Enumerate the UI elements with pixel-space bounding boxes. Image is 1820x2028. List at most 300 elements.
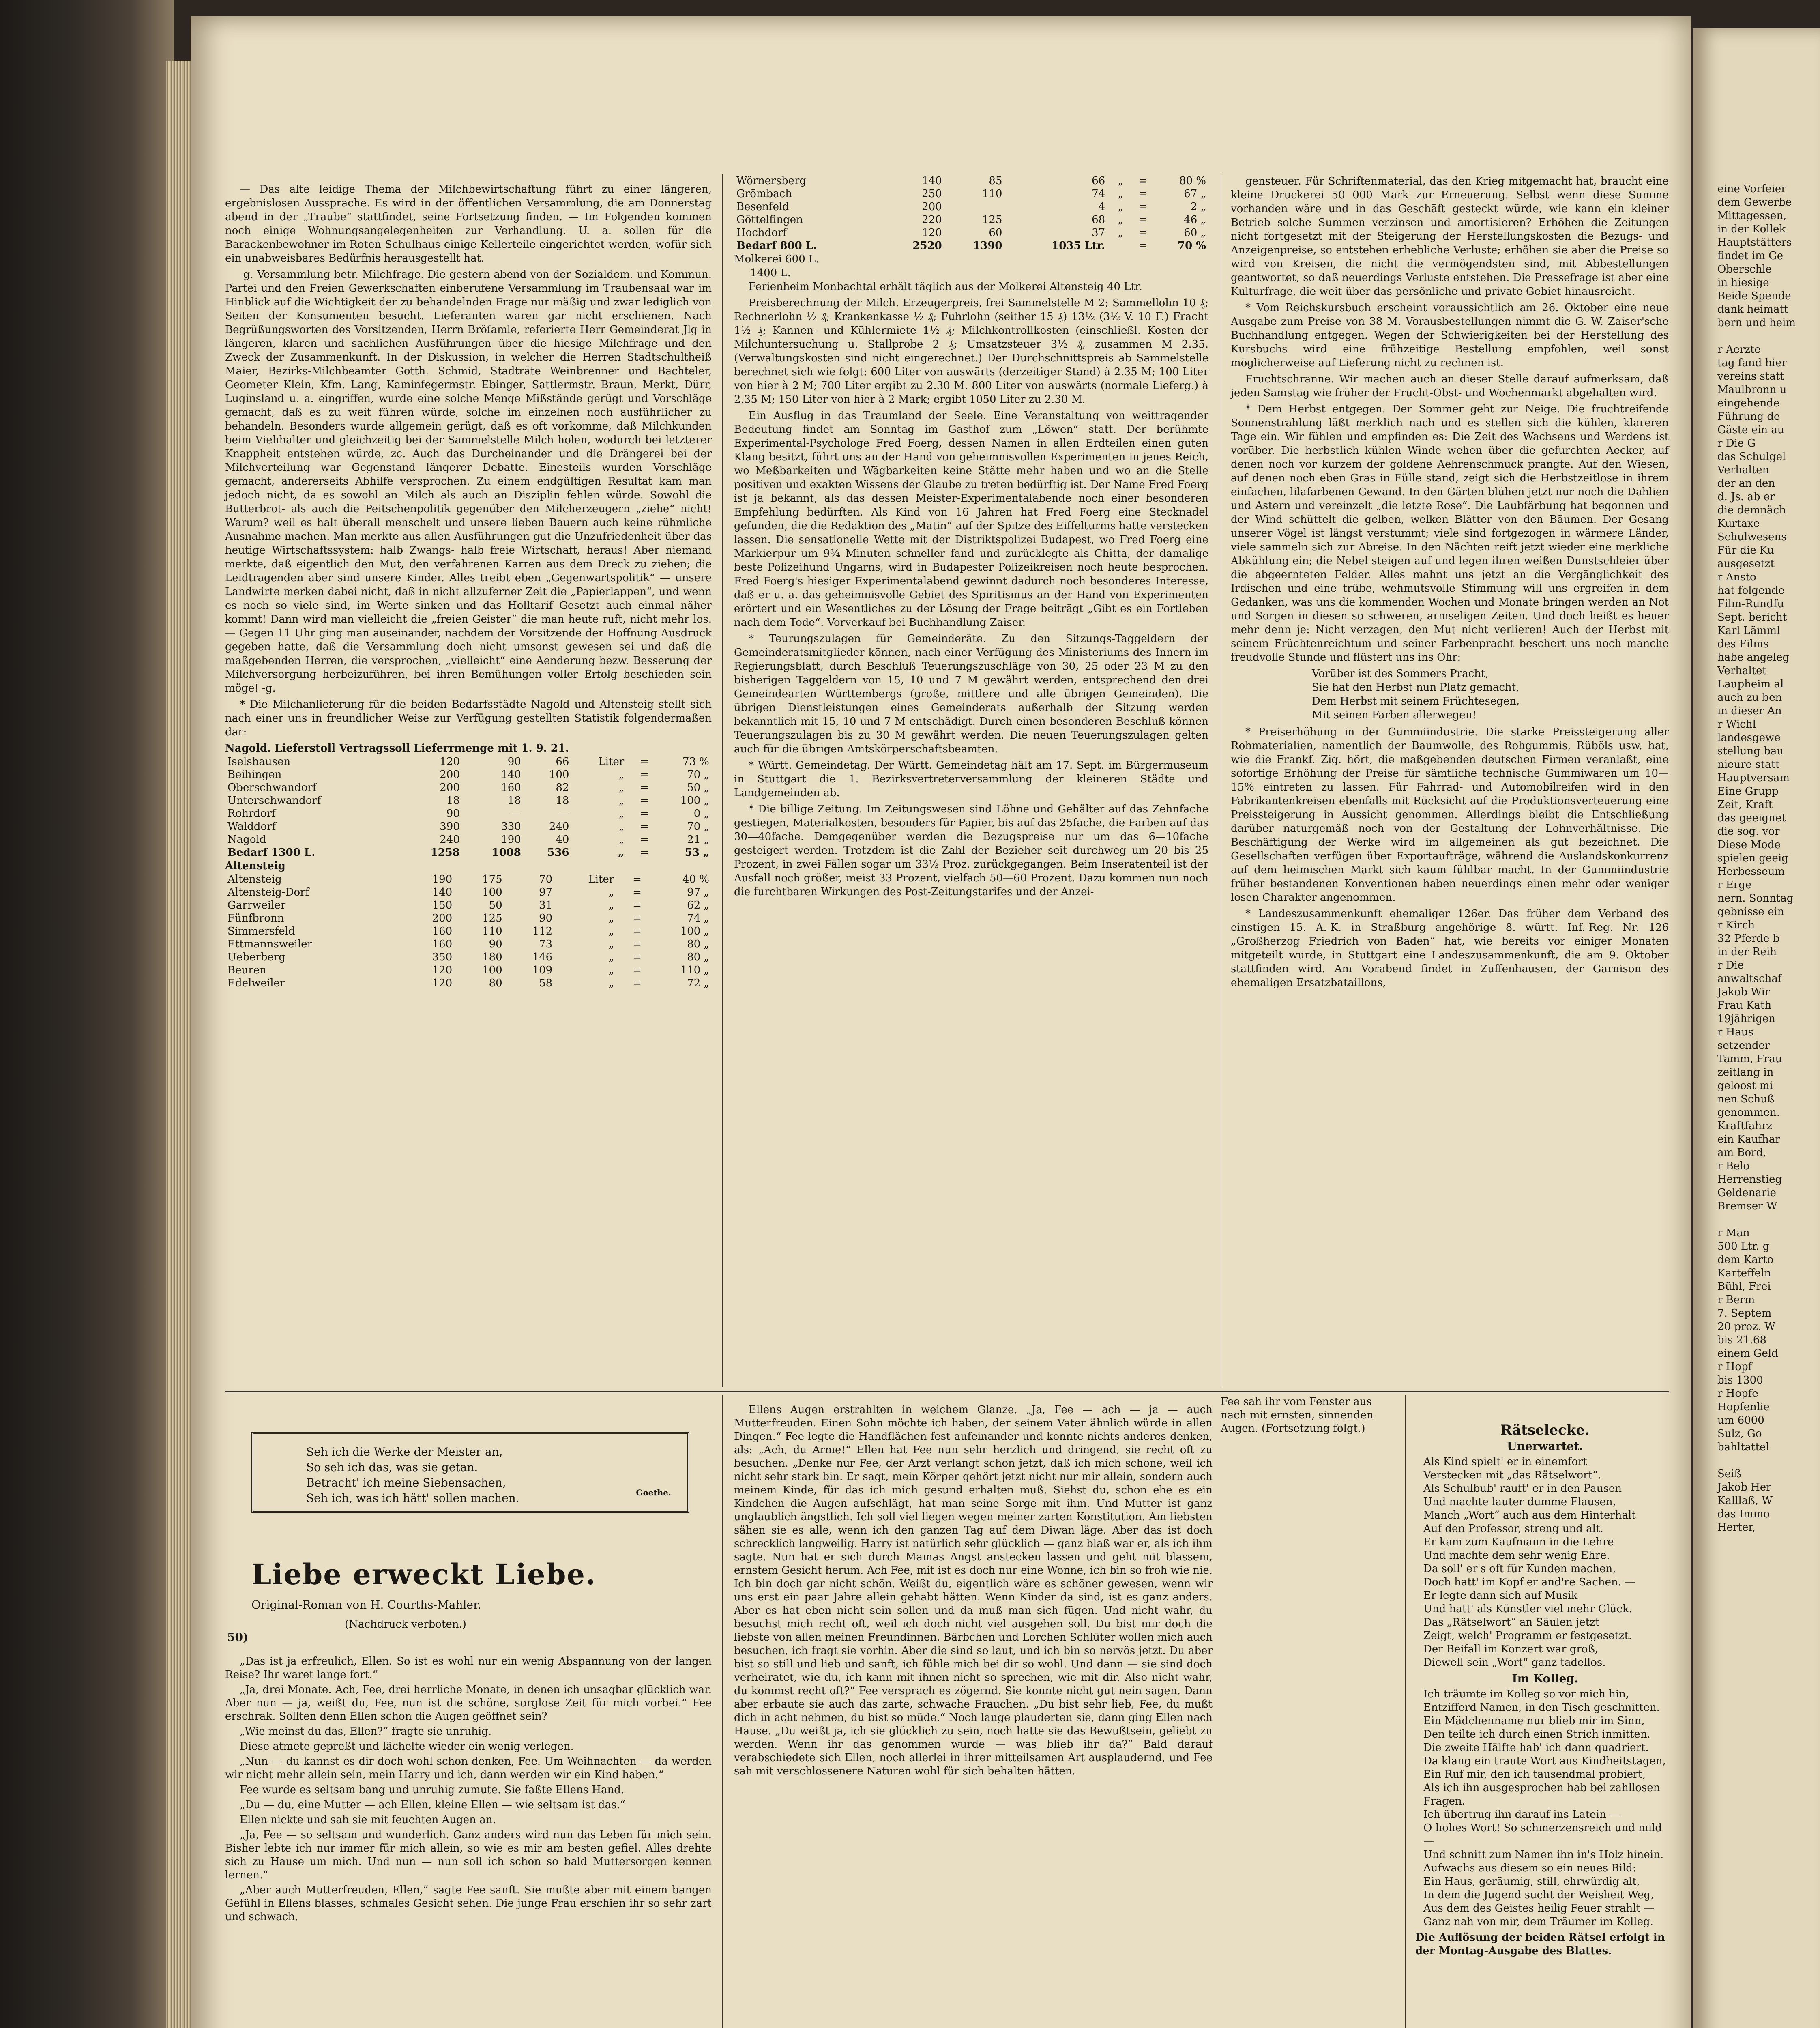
text-line: findet im Ge <box>1717 250 1784 262</box>
text-line: Führung de <box>1717 410 1780 423</box>
table-cell: 112 <box>532 925 553 937</box>
text-line: Hauptversam <box>1717 772 1790 784</box>
column-2 <box>734 174 1208 901</box>
text-line: Das „Rätselwort“ an Säulen jetzt <box>1423 1616 1600 1628</box>
table-cell: Hochdorf <box>736 227 787 239</box>
text-line: Als Schulbub' rauft' er in den Pausen <box>1423 1482 1622 1495</box>
table-cell: = <box>1138 214 1148 226</box>
table-cell: 4 <box>1098 201 1105 213</box>
table-cell: 85 <box>989 175 1002 187</box>
table-row <box>225 807 712 820</box>
novel-para: „Ja, Fee — so seltsam und wunderlich. Ganz anders wird nun das Leben für mich sein. Bisher lebte ich nur immer für mich allein, so wie es mir am besten gefiel. Alles drehte sich zu Hause um mich. Und nun — nun soll ich schon so bald Muttersorgen kennen lernen.“ <box>225 1829 712 1881</box>
text-line <box>1717 1213 1819 1227</box>
table-row <box>225 899 712 912</box>
table-cell: Simmersfeld <box>228 925 295 937</box>
text-line: Oberschle <box>1717 263 1772 275</box>
table-cell: 73 <box>539 938 553 950</box>
table-row <box>225 781 712 794</box>
table-cell: = <box>633 899 642 911</box>
novel-para: „Ja, drei Monate. Ach, Fee, drei herrliche Monate, in denen ich unsagbar glücklich war. Aber nun — ja, weißt du, Fee, nun ist die schöne, sorglose Zeit für mich vorbei.“ Fee erschrak. Sollten denn Ellen schon die Augen geöffnet sein? <box>225 1684 712 1723</box>
text-line: habe angeleg <box>1717 651 1790 664</box>
table-cell: „ <box>618 821 625 833</box>
table-row <box>225 912 712 925</box>
novel-end: Fee sah ihr vom Fenster aus nach mit ernsten, sinnenden Augen. (Fortsetzung folgt.) <box>1221 1396 1374 1435</box>
table-cell: 536 <box>547 846 569 859</box>
table-cell: = <box>640 808 649 820</box>
text-line: dem Gewerbe <box>1717 196 1792 208</box>
text-line: dem Karto <box>1717 1254 1774 1266</box>
text-line: das Immo <box>1717 1508 1770 1520</box>
table-cell <box>1107 239 1126 252</box>
text-line: 32 Pferde b <box>1717 932 1780 945</box>
col1-para-2: -g. Versammlung betr. Milchfrage. Die gestern abend von der Sozialdem. und Kommun. Partei und den Freien Gewerkschaften einberufene Versammlung im Traubensaal war im Hinblick auf die Wichtigkeit der zu behandelnden Frage nur mäßig und zwar lediglich von Seiten der Konsumenten besucht. Lieferanten waren gar nicht erschienen. Nach Begrüßungsworten des Vorsitzenden, Herrn Bröſamle, referierte Herr Gemeinderat Jlg in längeren, klaren und sachlichen Ausführungen über die hiesige Milchfrage und den Zweck der Zusammenkunft. In der Diskussion, in welcher die Herren Stadtschultheiß Maier, Bezirks-Milchbeamter Gotth. Schmid, Stadträte Weinbrenner und Bachteler, Geometer Klein, Kfm. Lang, Kaminfegermstr. Ebinger, Sattlermstr. Braun, Merkt, Dürr, Luginsland u. a. eingriffen, wurde eine solche Menge Mißstände gerügt und Vorschläge gemacht, daß es zu weit führen würde, solche im einzelnen noch ausführlicher zu behandeln. Besonders wurde allgemein gerügt, daß es oft vorkomme, daß Milchkunden beim Viehhalter und gleichzeitig bei der Sammelstelle Milch holen, wodurch bei letzterer Knappheit entstehen würde, zc. Auch das Durcheinander und die Drängerei bei der Milchverteilung war Gegenstand längerer Debatte. Einesteils wurden Vorschläge gemacht, andererseits Abhilfe versprochen. Zu einem endgültigen Resultat kam man jedoch nicht, da es sowohl an Milch als auch an Disziplin fehlen würde. Sowohl die Butterbrot- als auch die Peitschenpolitik gegenüber den Milcherzeugern „ziehe“ nicht! Warum? weil es halt überall menschelt und unsere lieben Bauern auch keine rühmliche Ausnahme machen. Man merkte aus allen Ausführungen gut die Unzufriedenheit über das heutige Wirtschaftssystem: halb Zwangs- halb freie Wirtschaft, heraus! Aber niemand merkte, daß eigentlich den Mut, den verfahrenen Karren aus dem Dreck zu ziehen; die Leidtragenden aber sind unsere Kinder. Alles treibt eben „Gegenwartspolitik“ — unsere Landwirte merken dabei nicht, daß in nicht allzuferner Zeit die „Papierlappen“, und wenn es noch so viele sind, im Werte sinken und das Holltarif Gesetzt auch einmal näher kommt! Dann wird man vielleicht die „freien Geister“ die man heute ruft, nicht mehr los. — Gegen 11 Uhr ging man auseinander, nachdem der Vorsitzende der Hoffnung Ausdruck gegeben hatte, daß die Versammlung doch nicht umsonst gewesen sei und daß die maßgebenden Herren, die versprochen, „vielleicht“ eine Aenderung bezw. Besserung der Milchversorgung herbeizuführen, bei ihren Bemühungen voller Erfolg beschieden sein möge! -g. <box>225 269 712 694</box>
table-cell: 160 <box>501 782 521 794</box>
col2-para-3: Ein Ausflug in das Traumland der Seele. Eine Veranstaltung von weittragender Bedeutung findet am Sonntag im Gasthof zum „Löwen“ statt. Der berühmte Experimental-Psychologe Fred Foerg, dessen Namen in allen Erdteilen einen guten Klang besitzt, führt uns an der Hand von geheimnisvollen Experimenten in jenes Reich, wo Meßbarkeiten und Wägbarkeiten keine Stätte mehr haben und wo an die Stelle positiven und exakten Wissens der Glaube zu treten bedürftig ist. Der Name Fred Foerg ist ja bekannt, als das dessen Meister-Experimentalabende noch einer besonderen Empfehlung bedürften. Als Kind von 16 Jahren hat Fred Foerg eine Stecknadel gefunden, die die Redaktion des „Matin“ auf der Spitze des Eiffelturms hatte verstecken lassen. Die sensationelle Wette mit der Distriktspolizei Budapest, wo Fred Foerg eine Markierpur um 9¾ Minuten schneller fand und zurücklegte als Chitta, der damalige beste Polizeihund Ungarns, wird in Budapester Polizeikreisen noch heute besprochen. Fred Foerg's hiesiger Experimentalabend gewinnt dadurch noch besonderes Interesse, daß er u. a. das geheimnisvolle Gebiet des Spiritismus an der Hand von Experimenten erörtert und ein Wesentliches zu der Lösung der Frage beiträgt „Gibt es ein Fortleben nach dem Tode“. Vorverkauf bei Buchhandlung Zaiser. <box>734 410 1208 629</box>
table-cell: 60 „ <box>1184 227 1206 239</box>
text-line: hat folgende <box>1717 584 1785 597</box>
table-cell: Bedarf 1300 L. <box>228 846 315 859</box>
text-line: r Man <box>1717 1227 1750 1239</box>
text-line: in hiesige <box>1717 277 1769 289</box>
table-cell: Nagold <box>228 834 266 846</box>
table-row <box>225 938 712 951</box>
table-cell: 53 „ <box>685 846 709 859</box>
text-line: ausgesetzt <box>1717 558 1775 570</box>
table-cell: „ <box>618 795 625 807</box>
text-line: Der Beifall im Konzert war groß, <box>1423 1643 1599 1655</box>
table-cell: 109 <box>532 964 553 976</box>
herbst-verse <box>1231 667 1669 722</box>
table-cell: = <box>633 977 642 989</box>
table-cell: 70 „ <box>687 821 709 833</box>
table-row <box>225 820 712 833</box>
text-line: der an den <box>1717 477 1775 490</box>
table-cell: 60 <box>989 227 1002 239</box>
table-row <box>734 200 1208 213</box>
text-line: Ein Ruf mir, den ich tausendmal probiert, <box>1423 1768 1646 1781</box>
text-line: Aus dem des Geistes heilig Feuer strahlt — <box>1423 1902 1655 1914</box>
table-cell: Beuren <box>228 964 266 976</box>
text-line: die demnäch <box>1717 504 1786 516</box>
table-cell: 74 „ <box>687 912 709 924</box>
table-cell: 31 <box>539 899 553 911</box>
riddle-footer: Die Auflösung der beiden Rätsel erfolgt in der Montag-Ausgabe des Blattes. <box>1415 1931 1665 1957</box>
text-line: vereins statt <box>1717 370 1784 382</box>
table-cell: 1390 <box>973 240 1002 252</box>
text-line: Herter, <box>1717 1521 1756 1534</box>
text-line: 20 proz. W <box>1717 1321 1776 1333</box>
table-cell: 2 „ <box>1190 201 1206 213</box>
col1-para-3: * Die Milchanlieferung für die beiden Bedarfsstädte Nagold und Altensteig stellt sich nach einer uns in freundlicher Weise zur Verfügung gestellten Statistik folgendermaßen dar: <box>225 698 712 738</box>
text-line: Und machte lauter dumme Flausen, <box>1423 1496 1616 1508</box>
text-line: bis 1300 <box>1717 1374 1763 1386</box>
table-cell: 40 <box>556 834 569 846</box>
text-line: landesgewe <box>1717 732 1781 744</box>
text-line: Manch „Wort“ auch aus dem Hinterhalt <box>1423 1509 1636 1521</box>
text-line: Hopfenlie <box>1717 1401 1770 1413</box>
text-line: Ein Mädchenname nur blieb mir im Sinn, <box>1423 1715 1645 1727</box>
table-cell: 200 <box>922 201 942 213</box>
table-cell: 82 <box>556 782 569 794</box>
text-line: Seiß <box>1717 1468 1741 1480</box>
riddle-verse-1 <box>1415 1455 1675 1669</box>
table-cell: 100 <box>482 964 502 976</box>
text-line: r Die G <box>1717 437 1756 449</box>
novel-title: Liebe erweckt Liebe. <box>251 1558 597 1591</box>
table-cell: = <box>633 925 642 937</box>
table-cell: 110 <box>482 925 502 937</box>
table-cell: „ <box>618 782 625 794</box>
table-cell: 90 <box>507 756 521 768</box>
column-rule-3 <box>722 1395 723 2028</box>
table-cell: = <box>640 821 649 833</box>
novel-para: „Wie meinst du das, Ellen?“ fragte sie unruhig. <box>240 1725 492 1738</box>
section-divider <box>225 1391 1669 1392</box>
col3-para-2: * Vom Reichskursbuch erscheint voraussichtlich am 26. Oktober eine neue Ausgabe zum Preise von 38 M. Vorausbestellungen nimmt die G. W. Zaiser'sche Buchhandlung entgegen. Wegen der Schwierigkeiten bei der Herstellung des Kursbuchs wird eine frühzeitige Bestellung empfohlen, weil sonst möglicherweise auf Lieferung nicht zu rechnen ist. <box>1231 302 1669 369</box>
table-cell: 66 <box>1092 175 1105 187</box>
novel-subtitle: Original-Roman von H. Courths-Mahler. <box>251 1598 481 1611</box>
table-cell: 240 <box>549 821 569 833</box>
table-cell: Walddorf <box>228 821 276 833</box>
col2-para-1: Ferienheim Monbachtal erhält täglich aus der Molkerei Altensteig 40 Ltr. <box>749 281 1142 293</box>
table-cell: 100 <box>549 769 569 781</box>
table-row <box>734 226 1208 239</box>
table-cell: 120 <box>922 227 942 239</box>
table-cell: 120 <box>440 756 460 768</box>
text-line: Kurtaxe <box>1717 518 1760 530</box>
text-line: Tamm, Frau <box>1717 1053 1782 1065</box>
text-line: nieure statt <box>1717 758 1780 771</box>
table-cell: 58 <box>539 977 553 989</box>
text-line: Geldenarie <box>1717 1187 1776 1199</box>
table-cell <box>944 200 1005 213</box>
table-cell: 200 <box>440 769 460 781</box>
table-cell: „ <box>618 808 625 820</box>
table-cell: 0 „ <box>693 808 709 820</box>
table-cell: 97 <box>539 886 553 898</box>
table-cell: Fünfbronn <box>228 912 284 924</box>
table-cell: 120 <box>432 964 453 976</box>
text-line: Für die Ku <box>1717 544 1774 556</box>
table-row <box>734 239 1208 252</box>
table-cell: 62 „ <box>687 899 709 911</box>
table-cell: 90 <box>539 912 553 924</box>
text-line: Und machte dem sehr wenig Ehre. <box>1423 1549 1610 1562</box>
text-line: Als ich ihn ausgesprochen hab bei zahllosen Fragen. <box>1423 1782 1660 1807</box>
table-cell: Göttelfingen <box>736 214 803 226</box>
table-cell: 190 <box>432 873 453 885</box>
table-cell: 350 <box>432 951 453 963</box>
text-line: Er kam zum Kaufmann in die Lehre <box>1423 1536 1614 1548</box>
text-line: einem Geld <box>1717 1347 1778 1360</box>
text-line: um 6000 <box>1717 1414 1764 1426</box>
text-line: Verhalten <box>1717 464 1769 476</box>
novel-para: „Nun — du kannst es dir doch wohl schon denken, Fee. Um Weihnachten — da werden wir nicht mehr allein sein, mein Harry und ich, dann werden wir ein Kind haben.“ <box>225 1755 712 1781</box>
text-line: Jakob Her <box>1717 1481 1771 1493</box>
text-line: r Ansto <box>1717 571 1756 583</box>
table-cell: Rohrdorf <box>228 808 276 820</box>
table-cell: 190 <box>501 834 521 846</box>
text-line: Frau Kath <box>1717 999 1772 1012</box>
table-cell: 125 <box>982 214 1002 226</box>
table-cell: 140 <box>501 769 521 781</box>
goethe-poem-box <box>251 1432 689 1513</box>
table-cell: 18 <box>556 795 569 807</box>
table-row <box>225 794 712 807</box>
text-line: Mittagessen, <box>1717 210 1787 222</box>
riddle-corner <box>1415 1420 1675 1958</box>
table-cell: 18 <box>446 795 460 807</box>
table-cell: „ <box>1118 201 1124 213</box>
table-cell: 90 <box>446 808 460 820</box>
table-cell: „ <box>608 977 614 989</box>
column-1 <box>225 183 712 990</box>
text-line: Verhaltet <box>1717 665 1767 677</box>
table-cell: „ <box>608 938 614 950</box>
text-line: Entzifferd Namen, in den Tisch geschnitten. <box>1423 1701 1660 1714</box>
text-line: in der Reih <box>1717 946 1777 958</box>
text-line: Sept. bericht <box>1717 611 1787 623</box>
text-line: eingehende <box>1717 397 1780 409</box>
table-cell: = <box>640 782 649 794</box>
col2-para-4: * Teurungszulagen für Gemeinderäte. Zu den Sitzungs-Taggeldern der Gemeinderatsmitglieder können, nach einer Verfügung des Ministeriums des Innern im Regierungsblatt, durch Beschluß Teuerungszuschläge von 30, 25 oder 23 M zu den bisherigen Taggeldern von 15, 10 und 7 M gewährt werden, entsprechend den drei Gemeindearten Württembergs (große, mittlere und alle übrigen Gemeinden). Die übrigen Dienstleistungen eines Gemeinderats außerhalb der Sitzung werden bekanntlich mit 15, 10 und 7 M entschädigt. Durch einen besonderen Beschluß können Teuerungszulagen bis zu 30 M gewährt werden. Die neuen Teuerungszulagen gelten auch für die übrigen Amtskörperschaftsbeamten. <box>734 633 1208 755</box>
table-cell: „ <box>608 951 614 963</box>
table-cell: = <box>640 795 649 807</box>
table-cell: Garrweiler <box>228 899 286 911</box>
verse-line: Mit seinen Farben allerwegen! <box>1312 709 1477 721</box>
table-row <box>734 213 1208 226</box>
text-line: 500 Ltr. g <box>1717 1240 1770 1252</box>
riddle-subtitle-1: Unerwartet. <box>1507 1439 1583 1453</box>
text-line: Aufwachs aus diesem so ein neues Bild: <box>1423 1862 1636 1874</box>
table-cell: 1258 <box>430 846 460 859</box>
table-cell: 80 <box>489 977 502 989</box>
table-cell: „ <box>1118 227 1124 239</box>
text-line <box>1717 1454 1819 1467</box>
text-line: die sog. vor <box>1717 825 1780 838</box>
poem-author: Goethe. <box>636 1488 671 1497</box>
text-line: das geeignet <box>1717 812 1786 824</box>
altensteig-table <box>225 873 712 990</box>
text-line: bern und heim <box>1717 317 1796 329</box>
text-line: setzender <box>1717 1040 1770 1052</box>
text-line: Zeigt, welch' Programm er festgesetzt. <box>1423 1630 1632 1642</box>
novel-para: Diese atmete gepreßt und lächelte wieder ein wenig verlegen. <box>240 1740 574 1753</box>
col2-para-2: Preisberechnung der Milch. Erzeugerpreis, frei Sammelstelle M 2; Sammellohn 10 ₰; Rechnerlohn ½ ₰; Krankenkasse ½ ₰; Fuhrlohn (seither 15 ₰) 13½ (3½ V. 10 F.) Fracht 1½ ₰; Kannen- und Kühlermiete 1½ ₰; Milchkontrollkosten (einschließl. Kosten der Milchuntersuchung u. Stallprobe 2 ₰; Umsatzsteuer 3½ ₰, zusammen M 2.35. (Verwaltungskosten sind nicht eingerechnet.) Der Durchschnittspreis ab Sammelstelle berechnet sich wie folgt: 600 Liter von auswärts (derzeitiger Stand) à 2.35 M; 100 Liter von hier à 2 M; 700 Liter ergibt zu 2.30 M. 800 Liter von auswärts (normale Lieferg.) à 2.35 M; 150 Liter von hier à 2 Mark; ergibt 1050 Liter zu 2.30 M. <box>734 297 1208 406</box>
text-line: auch zu ben <box>1717 692 1782 704</box>
column-3 <box>1231 174 1669 992</box>
text-line: Er legte dann sich auf Musik <box>1423 1590 1578 1602</box>
novel-para: Fee wurde es seltsam bang und unruhig zumute. Sie faßte Ellens Hand. <box>240 1784 625 1796</box>
table-cell: 68 <box>1092 214 1105 226</box>
riddle-subtitle-2: Im Kolleg. <box>1512 1672 1578 1685</box>
table-cell: = <box>1138 188 1148 200</box>
table-cell: 120 <box>432 977 453 989</box>
col3-para-4: * Dem Herbst entgegen. Der Sommer geht zur Neige. Die fruchtreifende Sonnenstrahlung läßt merklich nach und es stellen sich die kühlen, klareren Tage ein. Wir fühlen und empfinden es: Die Zeit des Wachsens und Werdens ist vorüber. Die herbstlich kühlen Winde wehen über die gefurchten Aecker, auf denen noch vor kurzem der goldene Aehrenschmuck prangte. Auf den Wiesen, auf denen noch eben Gras in Fülle stand, zeigt sich die Herbstzeitlose in ihrem einfachen, lilafarbenen Gewand. In den Gärten blühen jetzt nur noch die Dahlien und Astern und vereinzelt „die letzte Rose“. Die Laubfärbung hat begonnen und der Wind schüttelt die gelben, welken Blätter von den Bäumen. Der Gesang unserer Vögel ist längst verstummt; viele sind fortgezogen in wärmere Länder, viele sammeln sich zur Abreise. In den Nächten reift jetzt wieder eine merkliche Abkühlung ein; die Nebel steigen auf und legen ihren weißen Dunstschleier über die abgeernteten Felder. Alles mahnt uns jetzt an die Vergänglichkeit des Irdischen und eine trübe, wehmutsvolle Stimmung will uns ergreifen in dem Gedanken, was uns die kommenden Wochen und Monate bringen werden an Not und Sorgen in diesen so schweren, armseligen Zeiten. Und doch heißt es heuer mehr denn je: Nicht verzagen, den Mut nicht verlieren! Auch der Herbst mit seinem Früchtenreichtum und seiner Farbenpracht beschert uns noch manche freudvolle Stunde und flüstert uns ins Ohr: <box>1231 403 1669 664</box>
table-cell: 66 <box>556 756 569 768</box>
text-line: Karl Lämml <box>1717 625 1780 637</box>
table-cell: 70 <box>539 873 553 885</box>
table-cell: = <box>633 938 642 950</box>
text-line: dank heimatt <box>1717 303 1788 316</box>
text-line: r Haus <box>1717 1026 1753 1038</box>
text-line: Da soll' er's oft für Kunden machen, <box>1423 1563 1616 1575</box>
text-line: Bühl, Frei <box>1717 1280 1771 1293</box>
novel-para: Ellen nickte und sah sie mit feuchten Augen an. <box>240 1814 496 1826</box>
table-cell: Beihingen <box>228 769 282 781</box>
table-cell: Edelweiler <box>228 977 285 989</box>
next-page-strip <box>1693 28 1820 2028</box>
text-line: Ganz nah von mir, dem Träumer im Kolleg. <box>1423 1916 1653 1928</box>
table-cell: 220 <box>922 214 942 226</box>
table-cell: „ <box>1118 188 1124 200</box>
table-cell: = <box>633 964 642 976</box>
poem-line: Seh ich, was ich hätt' sollen machen. <box>306 1491 519 1505</box>
text-line: Und hatt' als Künstler viel mehr Glück. <box>1423 1603 1632 1615</box>
table-cell: 72 „ <box>687 977 709 989</box>
text-line: Kraftfahrz <box>1717 1120 1773 1132</box>
table-cell: Unterschwandorf <box>228 795 321 807</box>
table-cell: 100 „ <box>680 925 709 937</box>
table-row <box>225 755 712 768</box>
table-cell: 146 <box>532 951 553 963</box>
table-cell: 140 <box>922 175 942 187</box>
table-row <box>225 886 712 899</box>
text-line: Die zweite Hälfte hab' ich dann quadriert. <box>1423 1742 1649 1754</box>
text-line: nern. Sonntag <box>1717 892 1794 904</box>
table-cell: 150 <box>432 899 453 911</box>
text-line: Und schnitt zum Namen ihn in's Holz hinein. <box>1423 1849 1664 1861</box>
text-line: Jakob Wir <box>1717 986 1770 998</box>
table-cell: 74 <box>1092 188 1105 200</box>
text-line: r Hopf <box>1717 1361 1752 1373</box>
text-line: r Berm <box>1717 1294 1755 1306</box>
molkerei-line: Molkerei 600 L. <box>734 253 819 265</box>
table-cell: 21 „ <box>687 834 709 846</box>
novel-note: (Nachdruck verboten.) <box>345 1618 466 1631</box>
text-line: Kalllaß, W <box>1717 1495 1773 1507</box>
table-cell: „ <box>608 899 614 911</box>
verse-line: Sie hat den Herbst nun Platz gemacht, <box>1312 681 1520 694</box>
table-cell: 50 „ <box>687 782 709 794</box>
table-cell: „ <box>608 925 614 937</box>
text-line: d. Js. ab er <box>1717 491 1775 503</box>
table-cell: = <box>1138 201 1148 213</box>
table-cell: 2520 <box>912 240 942 252</box>
table-cell: 125 <box>482 912 502 924</box>
text-line: In dem die Jugend sucht der Weisheit Weg, <box>1423 1889 1654 1901</box>
text-line: r Hopfe <box>1717 1388 1758 1400</box>
next-page-text <box>1717 183 1819 1534</box>
text-line <box>1717 330 1819 343</box>
text-line: Auf den Professor, streng und alt. <box>1423 1523 1603 1535</box>
table-cell: 180 <box>482 951 502 963</box>
text-line: r Wichl <box>1717 718 1756 730</box>
text-line: r Aerzte <box>1717 344 1761 356</box>
column-rule-4 <box>1405 1395 1406 2028</box>
table-cell: „ <box>1118 214 1124 226</box>
novel-para: „Das ist ja erfreulich, Ellen. So ist es wohl nur ein wenig Abspannung von der langen Reise? Ihr waret lange fort.“ <box>225 1655 712 1681</box>
table-cell: Liter <box>598 756 625 768</box>
text-line: Ich übertrug ihn darauf ins Latein — <box>1423 1809 1620 1821</box>
table-cell: 70 „ <box>687 769 709 781</box>
text-line: Da klang ein traute Wort aus Kindheitstagen, <box>1423 1755 1666 1767</box>
text-line: Beide Spende <box>1717 290 1791 302</box>
book-spine <box>0 0 174 2028</box>
table-cell: 90 <box>489 938 502 950</box>
table-cell: 50 <box>489 899 502 911</box>
table-cell: — <box>558 808 569 820</box>
riddle-title: Rätselecke. <box>1500 1422 1590 1438</box>
table-cell: = <box>633 886 642 898</box>
table-cell: 200 <box>440 782 460 794</box>
text-line: genommen. <box>1717 1106 1780 1119</box>
text-line: 19jährigen <box>1717 1013 1775 1025</box>
table-row <box>225 977 712 990</box>
poem-line: Betracht' ich meine Siebensachen, <box>306 1476 506 1489</box>
table-cell: 160 <box>432 938 453 950</box>
column-rule-1 <box>722 174 723 1387</box>
table-row <box>734 187 1208 200</box>
table-cell: 240 <box>440 834 460 846</box>
table-cell: = <box>1138 240 1148 252</box>
table-cell: 100 <box>482 886 502 898</box>
text-line: Hauptstätters <box>1717 236 1792 249</box>
text-line: Schulwesens <box>1717 531 1787 543</box>
table-cell: „ <box>618 846 625 859</box>
table-cell: = <box>640 769 649 781</box>
text-line: Diese Mode <box>1717 839 1781 851</box>
text-line: tag fand hier <box>1717 357 1787 369</box>
col1-para-1: — Das alte leidige Thema der Milchbewirtschaftung führt zu einer längeren, ergebnislosen Aussprache. Es wird in der öffentlichen Versammlung, die am Donnerstag abend in der „Traube“ stattfindet, seine Fortsetzung finden. — Im Folgenden kommen noch einige Wohnungsangelegenheiten zur Verhandlung. U. a. sollen für die Barackenbewohner im Roten Schulhaus einige Kellerteile eingerichtet werden, wofür sich ein unabweisbares Bedürfnis herausgestellt hat. <box>225 183 712 264</box>
table-row <box>225 768 712 781</box>
table-cell: Bedarf 800 L. <box>736 240 817 252</box>
table-cell: 80 % <box>1179 175 1206 187</box>
text-line: O hohes Wort! So schmerzensreich und mild — <box>1423 1822 1662 1848</box>
text-line: bis 21.68 <box>1717 1334 1766 1346</box>
table-cell: = <box>640 846 649 859</box>
table-cell: 1008 <box>491 846 521 859</box>
table-cell: 80 „ <box>687 938 709 950</box>
col3-para-5: * Preiserhöhung in der Gummiindustrie. Die starke Preissteigerung aller Rohmaterialien, namentlich der Baumwolle, des Rohgummis, Rüböls usw. hat, wie die Frankf. Zig. hört, die maßgebenden deutschen Firmen veranlaßt, eine sofortige Erhöhung der Preise für sämtliche technische Gummiwaren um 10—15% eintreten zu lassen. Für Fahrrad- und Automobilreifen wird in den Fabrikantenkreisen ebenfalls mit Rücksicht auf die Produktionsverteuerung eine Preissteigerung in Aussicht genommen. Allerdings bleibt die Entschließung darüber naturgemäß noch von der Gestaltung der Lohnverhältnisse. Die Beschäftigung der Werke wird im allgemeinen als gut bezeichnet. Die Gesellschaften verfügen über Exportaufträge, während die Auslandskonkurrenz auf dem heimischen Markt sich kaum fühlbar macht. In der Gummiindustrie früher bestandenen Konventionen haben neuerdings einen mehr oder weniger losen Charakter angenommen. <box>1231 726 1669 904</box>
altensteig-table-cont <box>734 174 1208 252</box>
table-cell: = <box>640 756 649 768</box>
table-cell: „ <box>608 964 614 976</box>
text-line: r Kirch <box>1717 919 1755 931</box>
verse-line: Dem Herbst mit seinem Früchtesegen, <box>1312 695 1520 707</box>
text-line: Gäste ein au <box>1717 424 1784 436</box>
table-cell: = <box>633 912 642 924</box>
text-line: Zeit, Kraft <box>1717 799 1773 811</box>
table-cell: 46 „ <box>1184 214 1206 226</box>
table-cell: 100 „ <box>680 795 709 807</box>
table-cell: „ <box>608 886 614 898</box>
table-cell: — <box>510 808 521 820</box>
text-line: Ein Haus, geräumig, still, ehrwürdig-alt, <box>1423 1875 1640 1888</box>
text-line: Den teilte ich durch einen Strich inmitten. <box>1423 1728 1650 1740</box>
text-line: Ich träumte im Kolleg so vor mich hin, <box>1423 1688 1629 1700</box>
col3-para-6: * Landeszusammenkunft ehemaliger 126er. Das früher dem Verband des einstigen 15. A.-K. in Straßburg angehörige 8. württ. Inf.-Reg. Nr. 126 „Großherzog Friedrich von Baden“ hat, wie bereits vor einiger Monaten mitgeteilt wurde, in Stuttgart eine Landeszusammenkunft, die am 9. Oktober stattfinden wird. Am Vorabend findet in Zuffenhausen, der Garnison des ehemaligen Ersatzbataillons, <box>1231 908 1669 989</box>
text-line: r Belo <box>1717 1160 1750 1172</box>
table-cell: Liter <box>588 873 614 885</box>
table-cell: = <box>1138 227 1148 239</box>
altensteig-head: Altensteig <box>225 860 285 872</box>
table-cell: 140 <box>432 886 453 898</box>
text-line: 7. Septem <box>1717 1307 1772 1319</box>
text-line: in dieser An <box>1717 705 1782 717</box>
text-line: gebnisse ein <box>1717 906 1784 918</box>
text-line: Verstecken mit „das Rätselwort“. <box>1423 1469 1601 1481</box>
